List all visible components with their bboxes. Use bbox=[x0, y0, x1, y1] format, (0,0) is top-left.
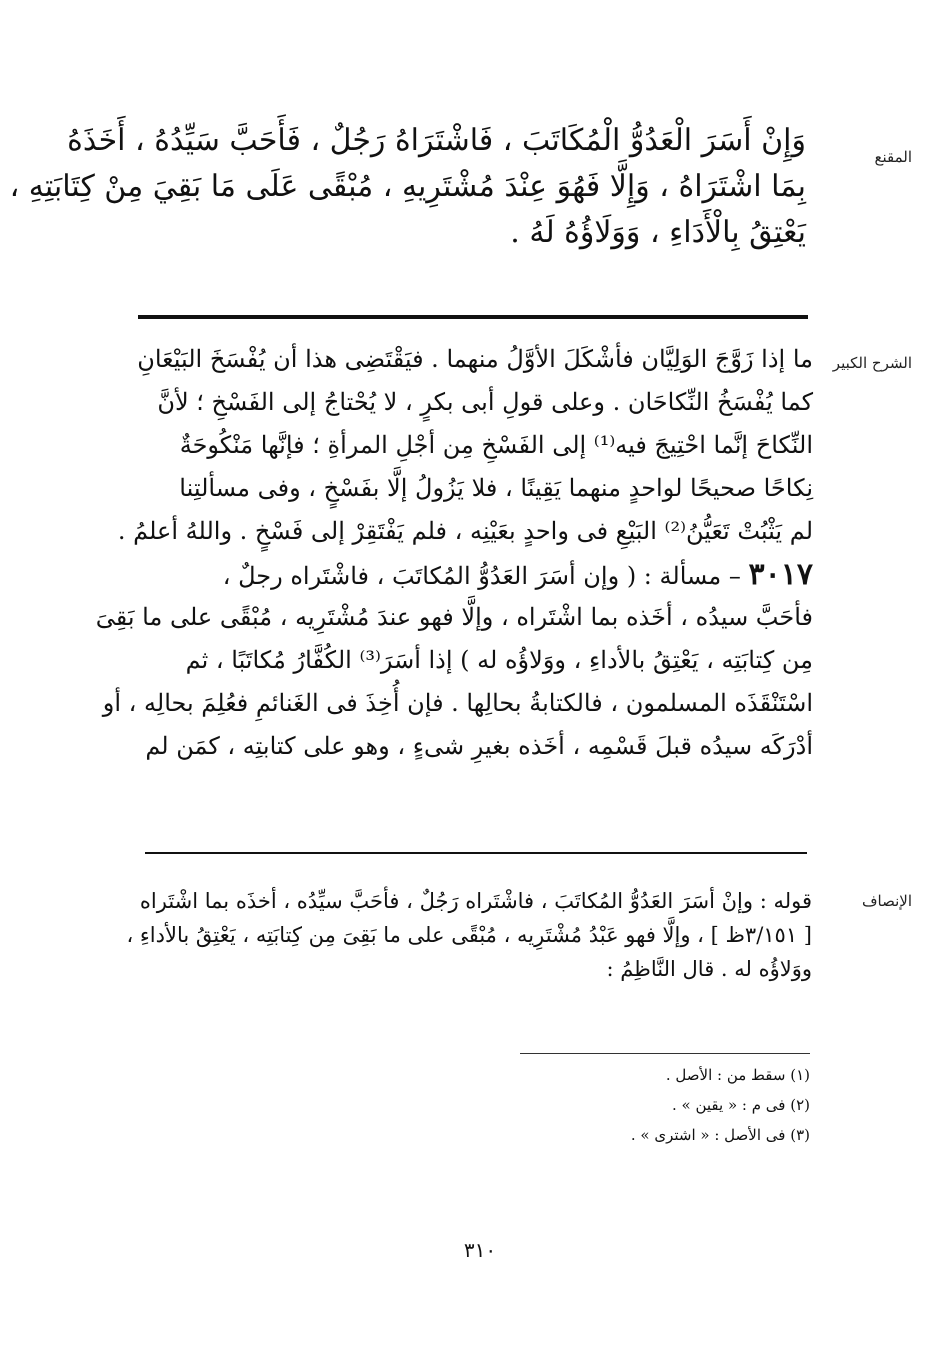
sharh-line: أدْرَكَه سيدُه قبلَ قَسْمِه ، أخَذه بغيرِ شىءٍ ، وهو على كتابتِه ، كمَن لم bbox=[145, 732, 813, 760]
sharh-text bbox=[95, 338, 813, 768]
muqni-line: وَإِنْ أَسَرَ الْعَدُوُّ الْمُكَاتَبَ ، فَاشْتَرَاهُ رَجُلٌ ، فَأَحَبَّ سَيِّدُهُ ، أَخَذَهُ bbox=[67, 123, 806, 158]
footnote: (٢) فى م : « يقين » . bbox=[672, 1096, 810, 1114]
footnotes bbox=[631, 1060, 810, 1150]
masala-text: – مسألة : ( وإن أسَرَ العَدُوُّ المُكاتَبَ ، فاشْتَراه رجلٌ ، bbox=[222, 562, 741, 590]
footnote: (٣) فى الأصل : « اشترى » . bbox=[630, 1126, 810, 1144]
sharh-line: ما إذا زَوَّجَ الوَلِيَّان فأشْكَلَ الأوَّلُ منهما . فيَقْتَضِى هذا أن يُفْسَخَ البَيْعَانِ bbox=[137, 345, 813, 373]
masala-number: ٣٠١٧ bbox=[748, 557, 813, 592]
footnote-divider bbox=[520, 1053, 810, 1054]
sharh-line: اسْتَنْقَذَه المسلمون ، فالكتابةُ بحالِها . فإن أُخِذَ فى الغَنائمِ فعُلِمَ بحالِه ، أو bbox=[102, 689, 813, 717]
label-muqni: المقنع bbox=[874, 148, 912, 166]
footnote: (١) سقط من : الأصل . bbox=[665, 1066, 810, 1084]
sharh-line: النِّكاحَ إنَّما احْتِيجَ فيه⁽¹⁾ إلى الفَسْخِ مِن أجْلِ المرأةِ ؛ فإنَّها مَنْكُوحَةٌ bbox=[179, 431, 813, 459]
sharh-line: كما يُفْسَخُ النِّكاحَان . وعلى قولِ أبى بكرٍ ، لا يُحْتاجُ إلى الفَسْخِ ؛ لأنَّ bbox=[157, 388, 813, 416]
page-number: ٣١٠ bbox=[463, 1238, 497, 1262]
insaf-line: قوله : وإنْ أسَرَ العَدُوُّ المُكاتَبَ ، فاشْتَراه رَجُلٌ ، فأحَبَّ سيِّدُه ، أخذَه بما اشْتَراه bbox=[139, 889, 812, 913]
label-sharh: الشرح الكبير bbox=[832, 354, 912, 372]
label-insaf: الإنصاف bbox=[861, 892, 912, 910]
sharh-line: نِكاحًا صحيحًا لواحدٍ منهما يَقِينًا ، فلا يَزُولُ إلَّا بفَسْخٍ ، وفى مسألتِنا bbox=[179, 474, 813, 502]
insaf-line: [ ٣/١٥١ظ ] ، وإلَّا فهو عَبْدُ مُشْتَرِيه ، مُبْقًى على ما بَقِىَ مِن كِتابَتِه ، يَعْتِقُ بالأداءِ ، bbox=[126, 923, 812, 947]
muqni-text bbox=[9, 118, 806, 256]
muqni-line: يَعْتِقُ بِالْأَدَاءِ ، وَوَلَاؤُهُ لَهُ . bbox=[510, 215, 806, 250]
sharh-line: لم يَثْبُتْ تَعَيُّنُ⁽²⁾ البَيْعِ فى واحدٍ بعَيْنِه ، فلم يَفْتَقِرْ إلى فَسْخٍ . واللهُ أعلمُ . bbox=[117, 517, 813, 545]
section-divider-thin bbox=[145, 852, 807, 854]
section-divider-thick bbox=[138, 315, 808, 319]
insaf-line: ووَلاؤُه له . قال النَّاظِمُ : bbox=[606, 957, 812, 981]
sharh-line: فأحَبَّ سيدُه ، أخَذه بما اشْتَراه ، وإلَّا فهو عندَ مُشْتَرِيه ، مُبْقًى على ما بَقِىَ bbox=[95, 603, 813, 631]
insaf-text bbox=[126, 884, 812, 986]
muqni-line: بِمَا اشْتَرَاهُ ، وَإِلَّا فَهُوَ عِنْدَ مُشْتَرِيهِ ، مُبْقًى عَلَى مَا بَقِيَ مِنْ كِتَابَتِهِ ، bbox=[9, 169, 806, 204]
sharh-line: مِن كِتابَتِه ، يَعْتِقُ بالأداءِ ، ووَلاؤُه له ) إذا أسَرَ⁽³⁾ الكُفَّارُ مُكاتَبًا ، ثم bbox=[185, 646, 813, 674]
masala-heading-line bbox=[118, 553, 813, 596]
